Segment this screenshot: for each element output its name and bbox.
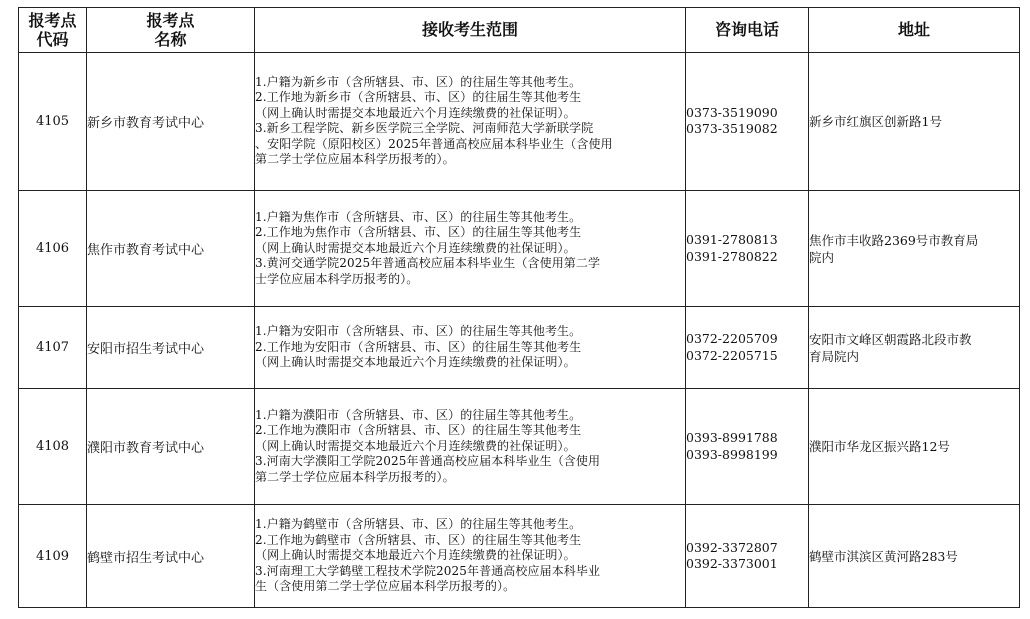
exam-sites-table: [18, 7, 1020, 608]
site-address: 鹤壁市淇滨区黄河路283号: [809, 505, 1020, 608]
site-code: 4106: [19, 190, 87, 307]
table-row: [19, 52, 1020, 190]
table-row: [19, 388, 1020, 505]
site-name: 新乡市教育考试中心: [87, 52, 255, 190]
header-name: 报考点 名称: [87, 8, 255, 53]
table-row: [19, 190, 1020, 307]
header-row: [19, 8, 1020, 53]
table-row: [19, 307, 1020, 388]
header-scope: 接收考生范围: [255, 8, 686, 53]
site-name: 安阳市招生考试中心: [87, 307, 255, 388]
site-address: 新乡市红旗区创新路1号: [809, 52, 1020, 190]
header-address: 地址: [809, 8, 1020, 53]
table-row: [19, 505, 1020, 608]
site-address: 安阳市文峰区朝霞路北段市教 育局院内: [809, 307, 1020, 388]
site-code: 4109: [19, 505, 87, 608]
site-phone: 0392-3372807 0392-3373001: [686, 505, 809, 608]
site-phone: 0372-2205709 0372-2205715: [686, 307, 809, 388]
site-scope: 1.户籍为焦作市（含所辖县、市、区）的往届生等其他考生。 2.工作地为焦作市（含所辖县、市、区）的往届生等其他考生 （网上确认时需提交本地最近六个月连续缴费的社保证明）。 3.黄河交通学院2025年普通高校应届本科毕业生（含使用第二学 士学位应届本科学历报考的）。: [255, 190, 686, 307]
site-scope: 1.户籍为安阳市（含所辖县、市、区）的往届生等其他考生。 2.工作地为安阳市（含所辖县、市、区）的往届生等其他考生 （网上确认时需提交本地最近六个月连续缴费的社保证明）。: [255, 307, 686, 388]
site-name: 焦作市教育考试中心: [87, 190, 255, 307]
site-name: 鹤壁市招生考试中心: [87, 505, 255, 608]
site-phone: 0391-2780813 0391-2780822: [686, 190, 809, 307]
site-phone: 0393-8991788 0393-8998199: [686, 388, 809, 505]
site-name: 濮阳市教育考试中心: [87, 388, 255, 505]
site-address: 焦作市丰收路2369号市教育局 院内: [809, 190, 1020, 307]
site-code: 4107: [19, 307, 87, 388]
site-scope: 1.户籍为新乡市（含所辖县、市、区）的往届生等其他考生。 2.工作地为新乡市（含所辖县、市、区）的往届生等其他考生 （网上确认时需提交本地最近六个月连续缴费的社保证明）。 3.新乡工程学院、新乡医学院三全学院、河南师范大学新联学院 、安阳学院（原阳校区）2025年普通高校应届本科毕业生（含使用 第二学士学位应届本科学历报考的）。: [255, 52, 686, 190]
site-scope: 1.户籍为濮阳市（含所辖县、市、区）的往届生等其他考生。 2.工作地为濮阳市（含所辖县、市、区）的往届生等其他考生 （网上确认时需提交本地最近六个月连续缴费的社保证明）。 3.河南大学濮阳工学院2025年普通高校应届本科毕业生（含使用 第二学士学位应届本科学历报考的）。: [255, 388, 686, 505]
site-code: 4105: [19, 52, 87, 190]
site-scope: 1.户籍为鹤壁市（含所辖县、市、区）的往届生等其他考生。 2.工作地为鹤壁市（含所辖县、市、区）的往届生等其他考生 （网上确认时需提交本地最近六个月连续缴费的社保证明）。 3.河南理工大学鹤壁工程技术学院2025年普通高校应届本科毕业 生（含使用第二学士学位应届本科学历报考的）。: [255, 505, 686, 608]
header-code: 报考点 代码: [19, 8, 87, 53]
site-phone: 0373-3519090 0373-3519082: [686, 52, 809, 190]
site-address: 濮阳市华龙区振兴路12号: [809, 388, 1020, 505]
site-code: 4108: [19, 388, 87, 505]
header-phone: 咨询电话: [686, 8, 809, 53]
